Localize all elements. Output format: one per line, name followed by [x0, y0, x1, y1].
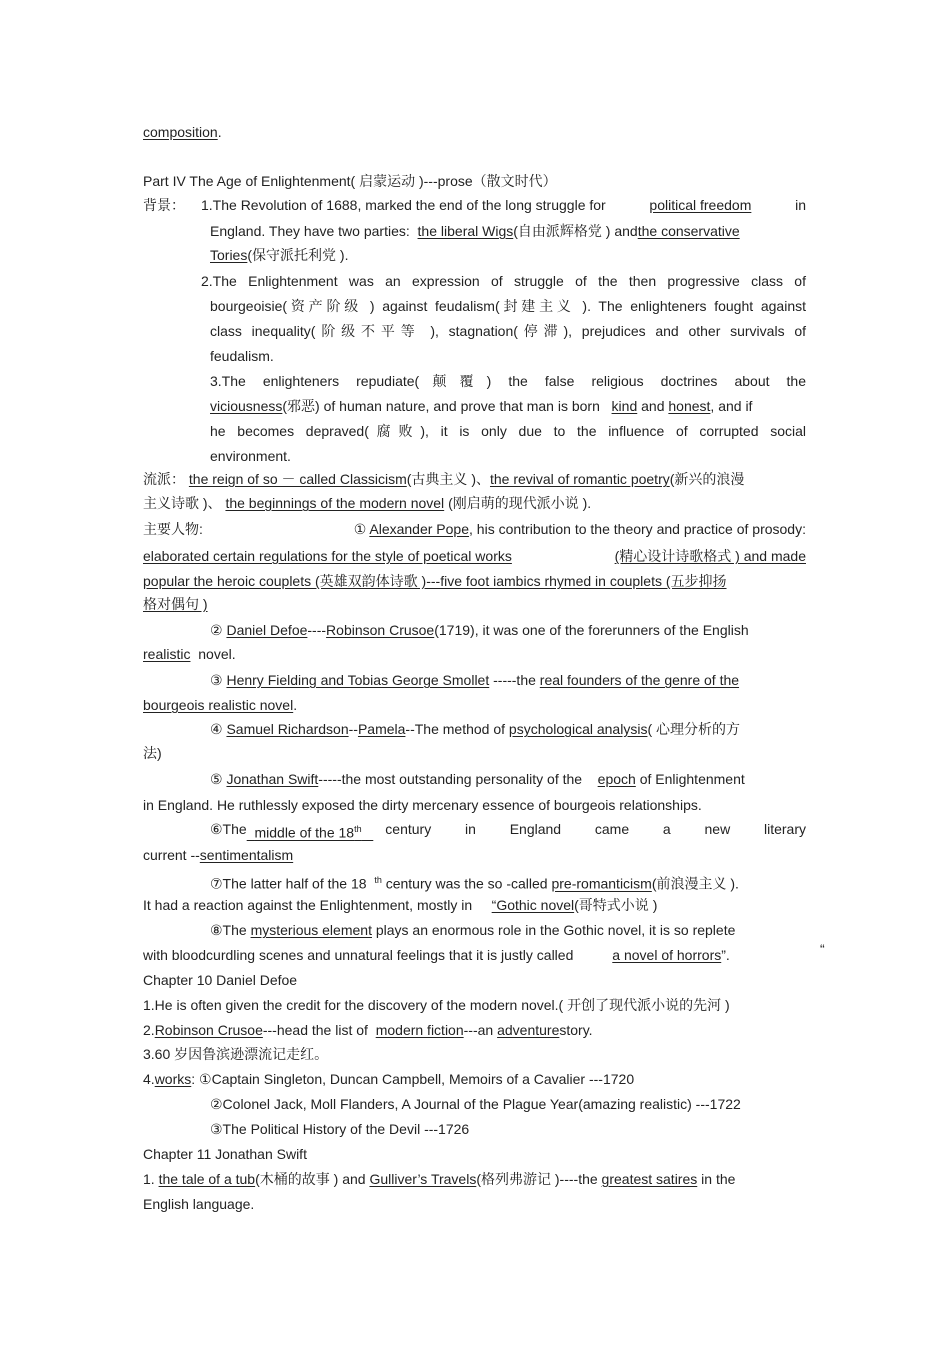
person-5-cont: in England. He ruthlessly exposed the dirty mercenary essence of bourgeois relationships.	[143, 797, 702, 813]
person-6	[210, 820, 806, 842]
chapter-11-item-1-cont: English language.	[143, 1196, 255, 1212]
text: --The method of	[405, 721, 506, 737]
person-4-cont: 法)	[143, 745, 162, 761]
chapter-11-title: Chapter 11 Jonathan Swift	[143, 1146, 307, 1162]
underlined-term: works	[154, 1071, 192, 1087]
person-5	[210, 770, 745, 788]
underlined-term: sentimentalism	[199, 847, 294, 863]
underlined-term: viciousness	[210, 398, 283, 414]
text: -----the	[493, 672, 536, 688]
text: ⑤	[210, 771, 223, 787]
background-item-3-cont	[210, 397, 806, 415]
text: century in England came a new literary	[385, 821, 806, 837]
person-7	[210, 871, 739, 893]
person-7-cont	[143, 896, 657, 914]
text: , and if	[710, 398, 753, 414]
text: current --	[143, 847, 200, 863]
background-item-3: 3.The enlighteners repudiate(颠覆) the false religious doctrines about the	[210, 373, 806, 389]
text: ①	[353, 521, 367, 537]
underlined-term: adventure	[497, 1022, 560, 1038]
underlined-term: Robinson Crusoe	[326, 622, 435, 638]
person-3	[210, 671, 739, 689]
schools-label: 流派：	[143, 471, 185, 487]
text: It had a reaction against the Enlightenment, mostly in	[143, 897, 473, 913]
person-8-cont	[143, 946, 730, 964]
text: novel.	[198, 646, 236, 662]
underlined-term: epoch	[597, 771, 636, 787]
underlined-term: real founders of the genre of the	[539, 672, 740, 688]
person-6-cont	[143, 846, 293, 864]
text: 4.	[143, 1071, 155, 1087]
text: (1719), it was one of the forerunners of the English	[434, 622, 749, 638]
text: century was the so -called	[385, 875, 548, 892]
text: .	[217, 124, 222, 140]
underlined-term: honest	[668, 398, 711, 414]
underlined-term: bourgeois realistic novel	[143, 697, 294, 713]
person-1	[143, 520, 806, 538]
underlined-term: Alexander Pope	[369, 521, 470, 537]
text: ( 心理分析的方	[647, 721, 741, 737]
text: 1.	[143, 1171, 155, 1187]
text: plays an enormous role in the Gothic novel, it is so replete	[375, 922, 736, 938]
text: in the	[701, 1171, 736, 1187]
underlined-term: Tories	[210, 247, 248, 263]
schools-line	[143, 470, 744, 488]
underlined-term: psychological analysis	[508, 721, 648, 737]
background-item-1-cont2	[210, 246, 348, 264]
underlined-term: the tale of a tub	[158, 1171, 256, 1187]
background-item-1-cont	[210, 222, 740, 240]
text: .	[293, 697, 298, 713]
person-2	[210, 621, 749, 639]
text: ⑧The	[210, 922, 247, 938]
text: : ①Captain Singleton, Duncan Campbell, Memoirs of a Cavalier ---1720	[191, 1071, 635, 1087]
text: in	[795, 197, 806, 213]
underlined-term: Jonathan Swift	[226, 771, 319, 787]
text: (新兴的浪漫	[669, 471, 745, 487]
underlined-term: kind	[611, 398, 638, 414]
chapter-10-work-3: ③The Political History of the Devil ---1726	[210, 1121, 470, 1137]
line-composition	[143, 123, 222, 141]
underlined-term: a novel of horrors	[612, 947, 722, 963]
text: 1.The Revolution of 1688, marked the end of the long struggle for	[201, 197, 606, 213]
text: with bloodcurdling scenes and unnatural feelings that it is justly called	[143, 947, 574, 963]
underlined-term: Henry Fielding and Tobias George Smollet	[226, 672, 490, 688]
person-3-cont	[143, 696, 297, 714]
underlined-term: Samuel Richardson	[226, 721, 349, 737]
text: (格列弗游记 )----the	[476, 1171, 598, 1187]
underlined-term: (精心设计诗歌格式 ) and made	[614, 548, 806, 564]
underlined-term: realistic	[143, 646, 191, 662]
section-heading: Part IV The Age of Enlightenment( 启蒙运动 )---prose（散文时代）	[143, 173, 557, 189]
chapter-10-item-4	[143, 1070, 634, 1088]
underlined-term: elaborated certain regulations for the style of poetical works	[143, 548, 512, 564]
persons-label: 主要人物:	[143, 521, 203, 537]
superscript: th	[374, 875, 382, 885]
text: (木桶的故事 ) and	[255, 1171, 366, 1187]
text: (邪恶) of human nature, and prove that man is born	[282, 398, 600, 414]
underlined-term: the conservative	[637, 223, 740, 239]
background-item-3-cont: he becomes depraved(腐败), it is only due to the influence of corrupted social	[210, 423, 806, 439]
underlined-term: Robinson Crusoe	[154, 1022, 263, 1038]
stray-quote-mark: “	[820, 941, 825, 957]
background-item-3-cont: environment.	[210, 448, 291, 464]
text: and	[641, 398, 665, 414]
text: (古典主义 )、	[406, 471, 490, 487]
superscript: th	[354, 824, 362, 834]
underlined-term: Pamela	[357, 721, 406, 737]
chapter-10-item-2	[143, 1021, 593, 1039]
text: (保守派托利党 ).	[247, 247, 349, 263]
underlined-term: composition	[143, 124, 218, 140]
text: (自由派辉格党 ) and	[513, 223, 638, 239]
underlined-term: greatest satires	[601, 1171, 698, 1187]
underlined-term: pre-romanticism	[551, 875, 652, 892]
text: ---an	[463, 1022, 494, 1038]
person-2-cont	[143, 645, 236, 663]
chapter-10-item-3: 3.60 岁因鲁滨逊漂流记走红。	[143, 1046, 329, 1062]
chapter-10-work-2: ②Colonel Jack, Moll Flanders, A Journal of the Plague Year(amazing realistic) ---1722	[210, 1096, 741, 1112]
underlined-term: the beginnings of the modern novel	[225, 495, 445, 511]
text: , his contribution to the theory and practice of prosody:	[469, 521, 806, 537]
person-4	[210, 720, 740, 738]
text: England. They have two parties:	[210, 223, 410, 239]
person-8	[210, 921, 735, 939]
background-item-1	[201, 196, 806, 214]
person-1-cont	[143, 547, 806, 565]
schools-line-cont	[143, 494, 591, 512]
chapter-11-item-1	[143, 1170, 735, 1188]
text: ③	[210, 672, 223, 688]
text: --	[348, 721, 358, 737]
chapter-10-item-1: 1.He is often given the credit for the discovery of the modern novel.( 开创了现代派小说的先河 )	[143, 997, 730, 1013]
text: (哥特式小说 )	[574, 897, 658, 913]
text: ---head the list of	[262, 1022, 368, 1038]
underlined-term: the liberal Wigs	[417, 223, 514, 239]
text: of Enlightenment	[639, 771, 745, 787]
background-item-2-cont: class inequality(阶级不平等 ), stagnation(停滞), prejudices and other survivals of	[210, 323, 806, 339]
text: 2.	[143, 1022, 155, 1038]
background-item-2-cont: bourgeoisie(资产阶级 ) against feudalism(封建主义 ). The enlighteners fought against	[210, 298, 806, 314]
background-item-2-cont: feudalism.	[210, 348, 274, 364]
chapter-10-title: Chapter 10 Daniel Defoe	[143, 972, 298, 988]
background-item-2: 2.The Enlightenment was an expression of struggle of the then progressive class of	[201, 273, 806, 289]
underlined-term: Daniel Defoe	[226, 622, 308, 638]
text: (前浪漫主义 ).	[651, 875, 739, 892]
underlined-term: mysterious element	[250, 922, 372, 938]
text: -----the most outstanding personality of the	[318, 771, 583, 787]
underlined-term: political freedom	[649, 197, 752, 213]
text: (刚启萌的现代派小说 ).	[448, 495, 592, 511]
background-label: 背景：	[143, 197, 185, 213]
text: ----	[307, 622, 327, 638]
underlined-term: modern fiction	[375, 1022, 464, 1038]
underlined-term	[247, 820, 374, 842]
underlined-term-text: middle of the 18	[254, 824, 355, 841]
underlined-term: the reign of so － called Classicism	[188, 471, 407, 487]
text: 主义诗歌 )、	[143, 495, 222, 511]
text: story.	[559, 1022, 593, 1038]
person-1-cont: popular the heroic couplets (英雄双韵体诗歌 )---five foot iambics rhymed in couplets (五步抑扬	[143, 573, 727, 589]
underlined-term: “Gothic novel	[491, 897, 575, 913]
text: ②	[210, 622, 223, 638]
text: ⑥The	[210, 821, 247, 837]
underlined-term: the revival of romantic poetry	[489, 471, 670, 487]
underlined-term: Gulliver’s Travels	[369, 1171, 477, 1187]
person-1-cont: 格对偶句 )	[143, 596, 208, 612]
text: ④	[210, 721, 223, 737]
text: ⑦The latter half of the 18	[210, 875, 367, 892]
text: ”.	[721, 947, 730, 963]
